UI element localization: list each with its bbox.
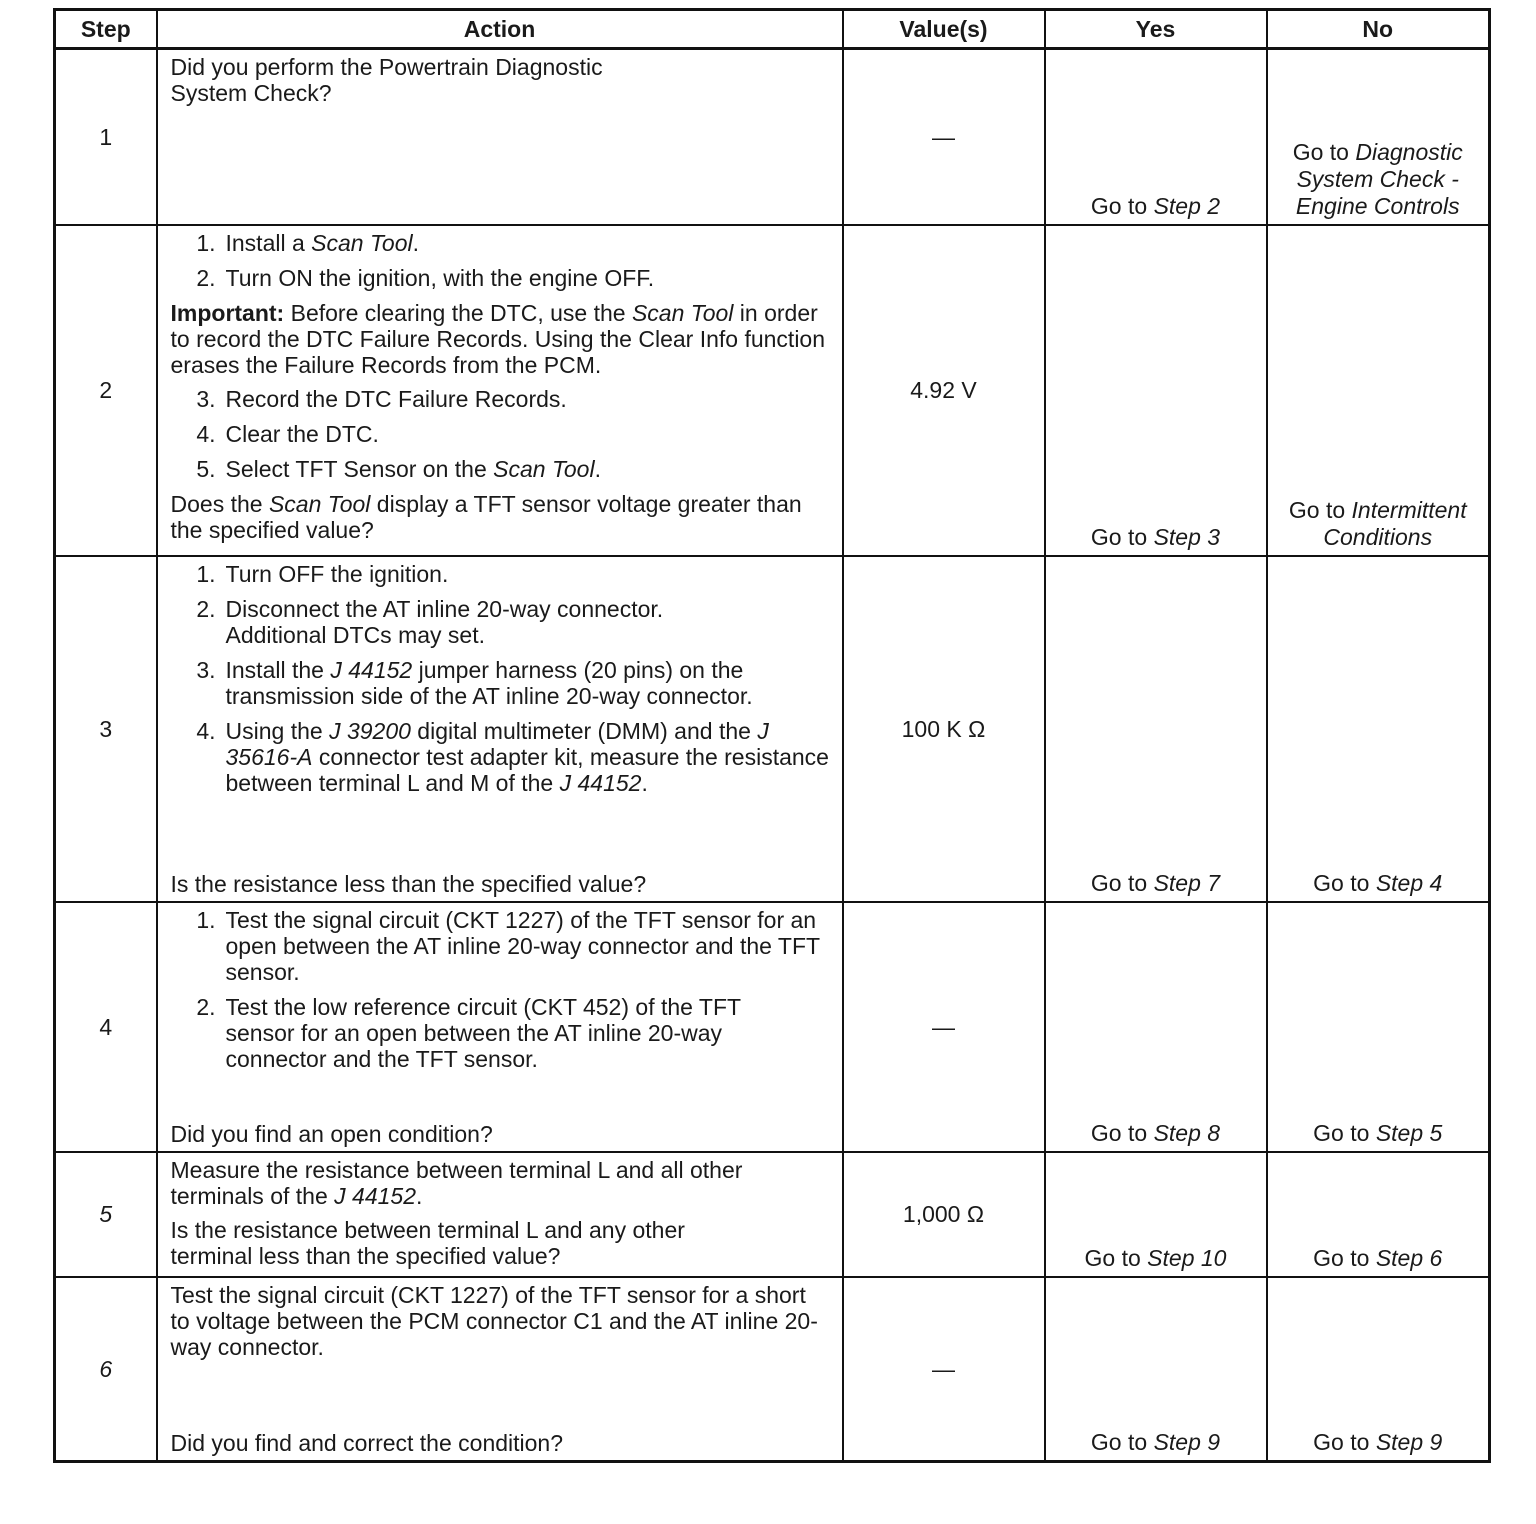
value-cell: — xyxy=(843,49,1045,225)
action-cell xyxy=(157,49,843,225)
value-cell: 4.92 V xyxy=(843,225,1045,556)
action-question: Is the resistance less than the specified value? xyxy=(170,870,647,897)
step-number: 6 xyxy=(55,1277,157,1462)
step-number: 4 xyxy=(55,902,157,1152)
action-text: Test the signal circuit (CKT 1227) of the TFT sensor for a short to voltage between the PCM connector C1 and the AT inline 20-way connector. xyxy=(170,1281,818,1360)
action-cell xyxy=(157,556,843,902)
no-goto: Go to Step 4 xyxy=(1313,869,1443,896)
step-number: 3 xyxy=(55,556,157,902)
no-goto: Go to Step 9 xyxy=(1313,1429,1443,1455)
diagnostic-table xyxy=(53,8,1491,1463)
no-goto: Go to Diagnostic System Check - Engine Controls xyxy=(1292,138,1463,219)
table-row-step-2 xyxy=(55,225,1490,556)
no-cell xyxy=(1267,1152,1490,1277)
value-cell: — xyxy=(843,902,1045,1152)
list-item: 2. Test the low reference circuit (CKT 452) of the TFT sensor for an open between the AT inline 20-way connector and the TFT sensor. xyxy=(196,993,741,1072)
yes-goto: Go to Step 10 xyxy=(1084,1244,1227,1271)
no-goto: Go to Step 6 xyxy=(1313,1244,1443,1271)
yes-goto: Go to Step 8 xyxy=(1090,1119,1221,1146)
value-cell: 100 K Ω xyxy=(843,556,1045,902)
list-item: 5. Select TFT Sensor on the Scan Tool. xyxy=(196,455,601,482)
header-step: Step xyxy=(55,10,157,49)
no-goto: Go to Intermittent Conditions xyxy=(1288,496,1467,550)
no-cell xyxy=(1267,225,1490,556)
action-question: Is the resistance between terminal L and any other terminal less than the specified value? xyxy=(170,1216,685,1269)
table-row-step-4 xyxy=(55,902,1490,1152)
value-cell: 1,000 Ω xyxy=(843,1152,1045,1277)
step-number: 5 xyxy=(55,1152,157,1277)
list-item: 3. Install the J 44152 jumper harness (20 pins) on the transmission side of the AT inline 20-way connector. xyxy=(196,656,753,709)
action-steps xyxy=(158,561,842,796)
action-steps xyxy=(158,230,842,291)
header-values: Value(s) xyxy=(843,10,1045,49)
yes-cell xyxy=(1045,902,1267,1152)
yes-goto: Go to Step 2 xyxy=(1090,192,1221,219)
no-cell xyxy=(1267,902,1490,1152)
header-row xyxy=(55,10,1490,49)
step-number: 2 xyxy=(55,225,157,556)
action-cell xyxy=(157,1152,843,1277)
value-cell: — xyxy=(843,1277,1045,1462)
list-item: 2. Disconnect the AT inline 20-way connector. Additional DTCs may set. xyxy=(196,595,664,648)
action-question: Does the Scan Tool display a TFT sensor voltage greater than the specified value? xyxy=(170,490,802,543)
action-text: Measure the resistance between terminal L and all other terminals of the J 44152. Is the resistance between terminal L and any other terminal less than the specified value? xyxy=(158,1153,842,1269)
action-text: Did you perform the Powertrain Diagnostic System Check? xyxy=(170,54,603,106)
list-item: 3. Record the DTC Failure Records. xyxy=(196,385,567,412)
no-goto: Go to Step 5 xyxy=(1313,1119,1443,1146)
yes-cell xyxy=(1045,1277,1267,1462)
table-row-step-1 xyxy=(55,49,1490,225)
yes-goto: Go to Step 9 xyxy=(1090,1429,1221,1455)
yes-cell xyxy=(1045,49,1267,225)
yes-cell xyxy=(1045,556,1267,902)
no-cell xyxy=(1267,49,1490,225)
yes-cell xyxy=(1045,1152,1267,1277)
list-item: 1. Test the signal circuit (CKT 1227) of the TFT sensor for an open between the AT inline 20-way connector and the TFT sensor. xyxy=(196,906,820,985)
table-row-step-6 xyxy=(55,1277,1490,1462)
table-row-step-5 xyxy=(55,1152,1490,1277)
list-item: 1. Turn OFF the ignition. xyxy=(196,560,449,587)
table-row-step-3 xyxy=(55,556,1490,902)
list-item: 2. Turn ON the ignition, with the engine OFF. xyxy=(196,264,655,291)
yes-goto: Go to Step 7 xyxy=(1090,869,1221,896)
yes-cell xyxy=(1045,225,1267,556)
header-yes: Yes xyxy=(1045,10,1267,49)
list-item: 4. Clear the DTC. xyxy=(196,420,379,447)
action-cell xyxy=(157,1277,843,1462)
list-item: 1. Install a Scan Tool. xyxy=(196,229,419,256)
action-cell xyxy=(157,902,843,1152)
action-question: Did you find an open condition? xyxy=(170,1120,493,1147)
no-cell xyxy=(1267,556,1490,902)
step-number: 1 xyxy=(55,49,157,225)
header-no: No xyxy=(1267,10,1490,49)
action-steps xyxy=(158,907,842,1072)
header-action: Action xyxy=(157,10,843,49)
action-question: Did you find and correct the condition? xyxy=(170,1430,564,1456)
list-item: 4. Using the J 39200 digital multimeter (DMM) and the J 35616-A connector test adapter kit, measure the resistance between terminal L and M of the J 44152. xyxy=(196,717,829,796)
yes-goto: Go to Step 3 xyxy=(1090,523,1221,550)
no-cell xyxy=(1267,1277,1490,1462)
important-note: Important: Before clearing the DTC, use the Scan Tool in order to record the DTC Failure Records. Using the Clear Info function erases the Failure Records from the PCM. xyxy=(170,299,826,378)
action-steps xyxy=(158,386,842,482)
action-cell xyxy=(157,225,843,556)
